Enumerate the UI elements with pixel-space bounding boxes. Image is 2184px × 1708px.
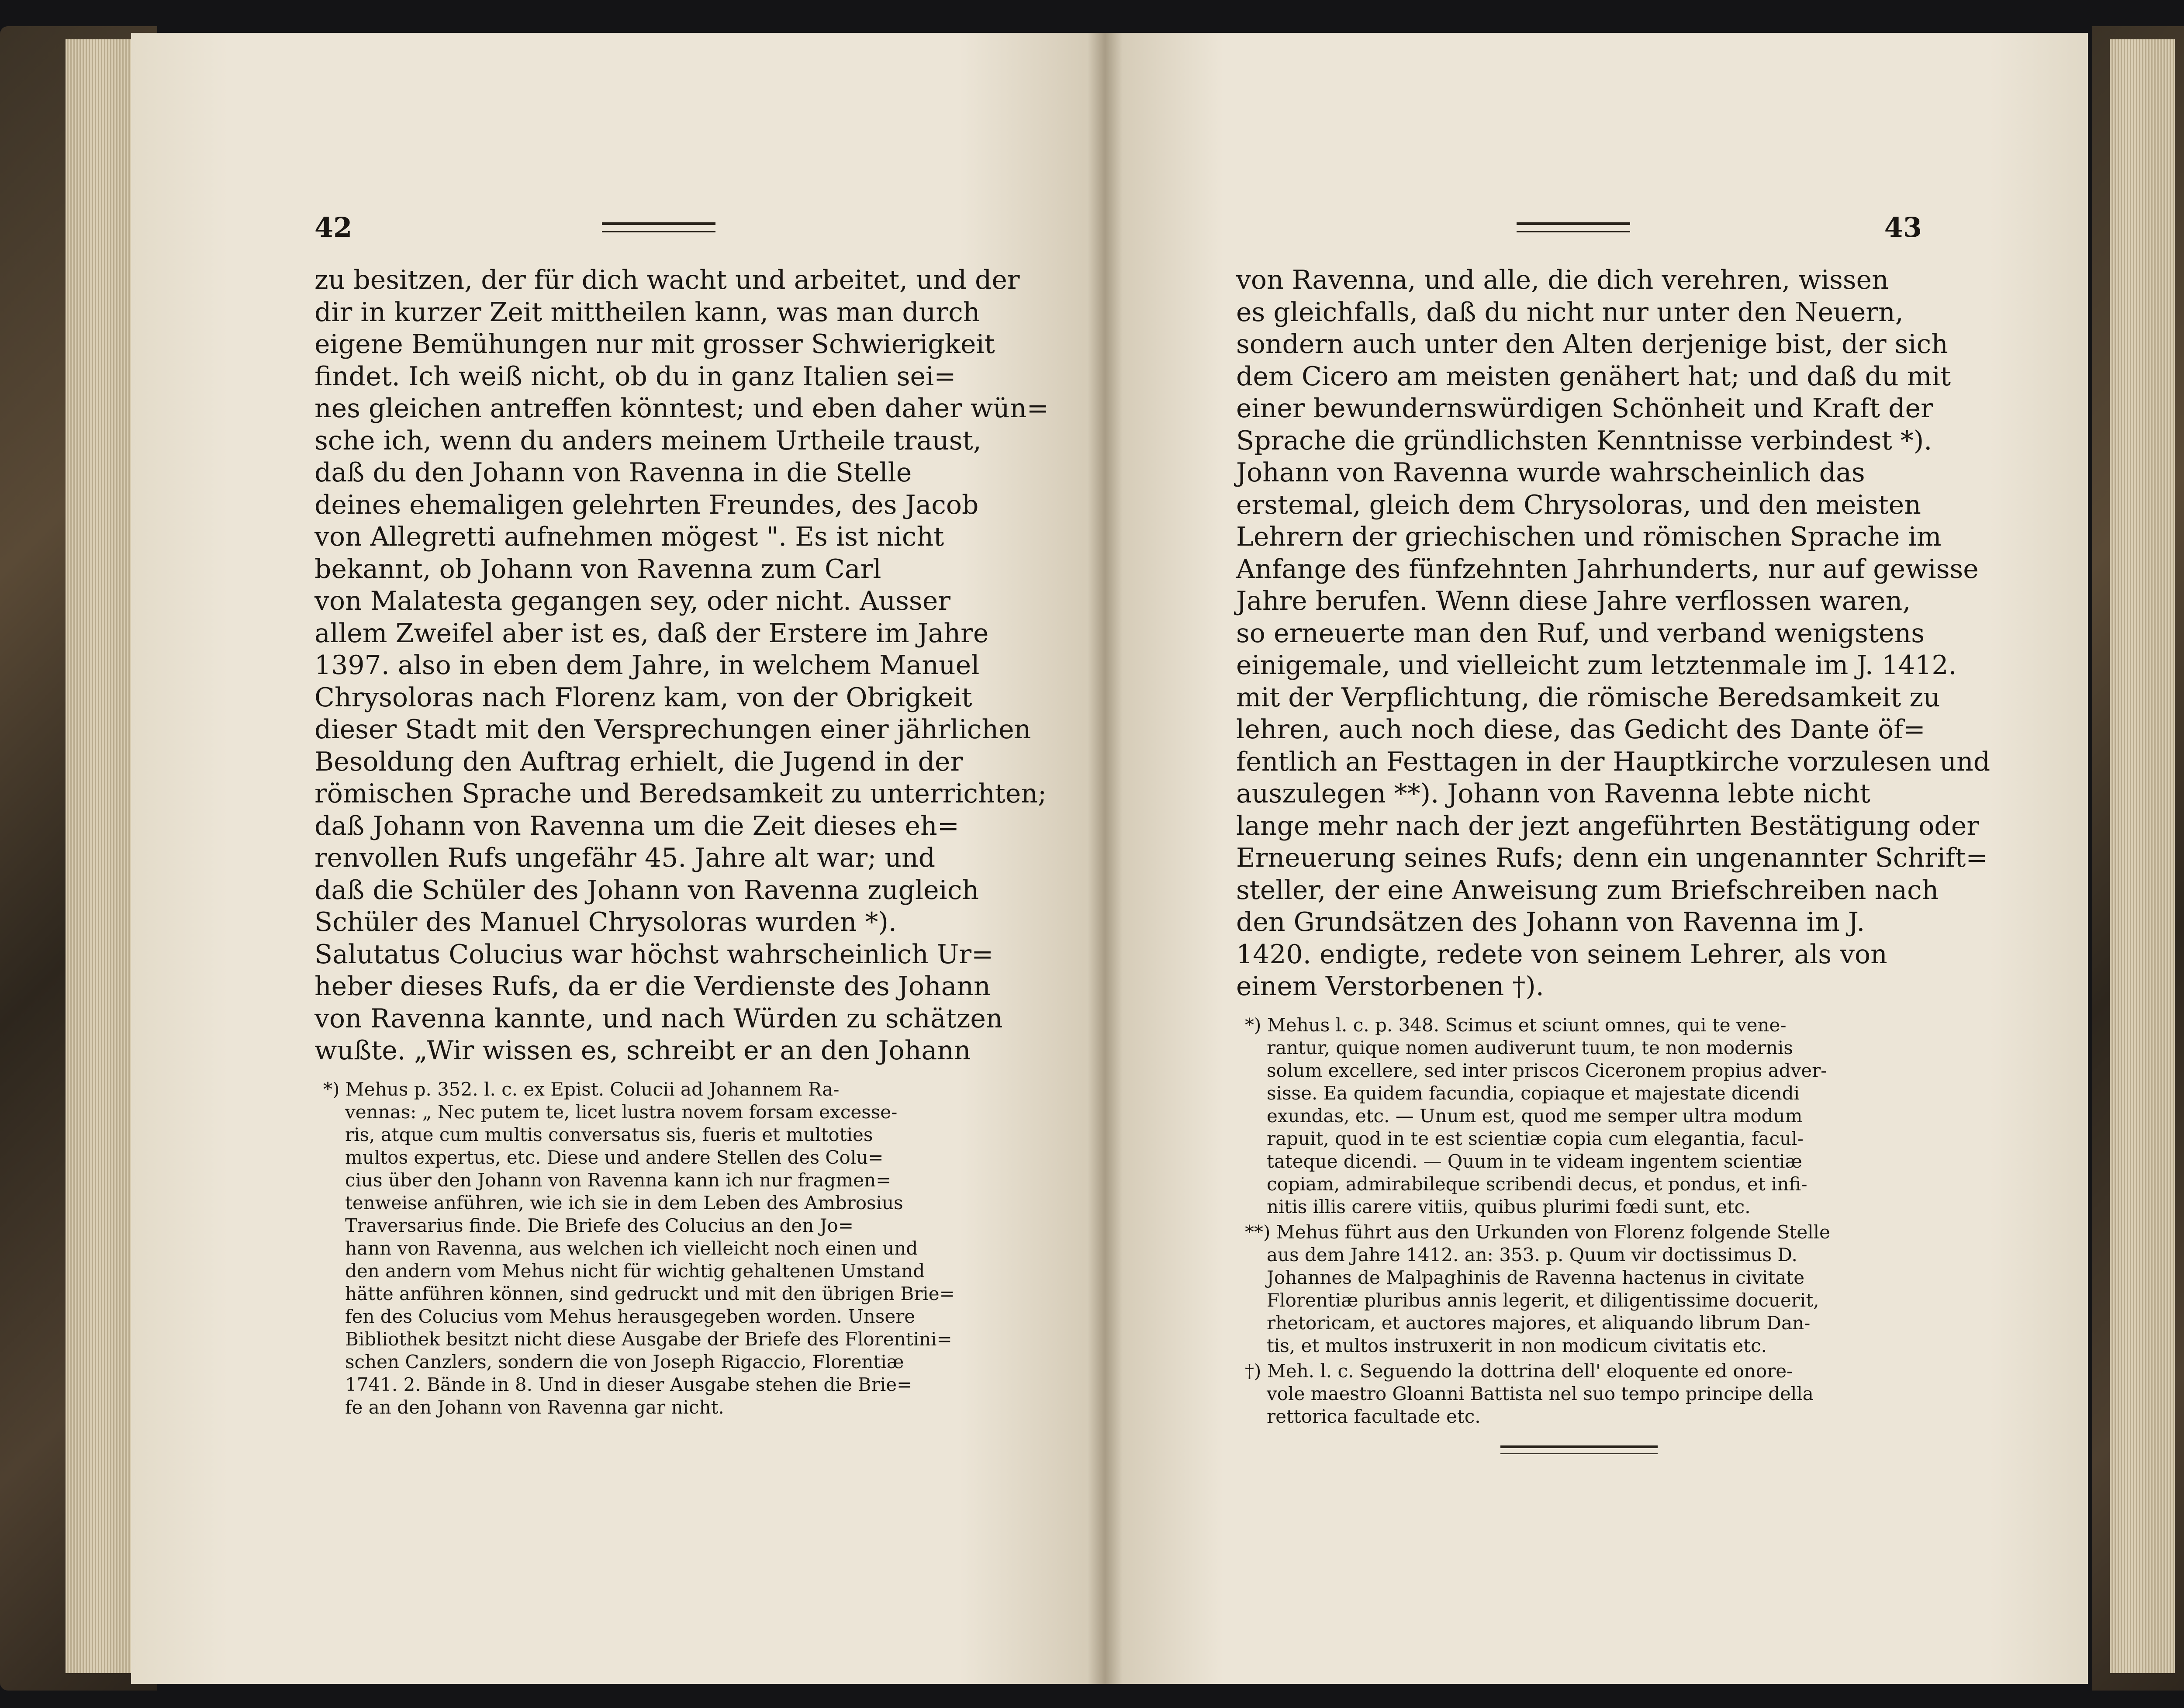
text-line: erstemal, gleich dem Chrysoloras, und den meisten <box>1236 489 1921 520</box>
text-line: solum excellere, sed inter priscos Ciceronem propius adver- <box>1267 1059 1827 1081</box>
text-line: wußte. „Wir wissen es, schreibt er an den Johann <box>314 1035 971 1066</box>
text-line: vennas: „ Nec putem te, licet lustra novem forsam excesse- <box>345 1101 898 1123</box>
right-footnote-3 <box>1236 1360 1922 1428</box>
header-rule <box>602 222 715 232</box>
text-line: allem Zweifel aber ist es, daß der Erstere im Jahre <box>314 618 989 649</box>
text-line: fen des Colucius vom Mehus herausgegeben worden. Unsere <box>345 1305 916 1327</box>
text-line: †) Meh. l. c. Seguendo la dottrina dell' eloquente ed onore- <box>1245 1360 1793 1382</box>
text-line: renvollen Rufs ungefähr 45. Jahre alt war; und <box>314 843 936 873</box>
text-line: es gleichfalls, daß du nicht nur unter den Neuern, <box>1236 297 1904 328</box>
text-line: exundas, etc. — Unum est, quod me semper ultra modum <box>1267 1105 1803 1127</box>
text-line: findet. Ich weiß nicht, ob du in ganz Italien sei= <box>314 361 956 392</box>
text-line: Salutatus Colucius war höchst wahrscheinlich Ur= <box>314 939 994 970</box>
left-page <box>131 33 1105 1684</box>
text-line: 1420. endigte, redete von seinem Lehrer, als von <box>1236 939 1887 970</box>
text-line: aus dem Jahre 1412. an: 353. p. Quum vir doctissimus D. <box>1267 1244 1797 1265</box>
left-footnote <box>314 1078 992 1419</box>
text-line: cius über den Johann von Ravenna kann ich nur fragmen= <box>345 1169 892 1191</box>
text-line: Jahre berufen. Wenn diese Jahre verflossen waren, <box>1236 586 1911 616</box>
right-page-header <box>1236 203 1922 251</box>
text-line: daß die Schüler des Johann von Ravenna zugleich <box>314 875 979 906</box>
text-line: bekannt, ob Johann von Ravenna zum Carl <box>314 553 881 584</box>
text-line: dem Cicero am meisten genähert hat; und daß du mit <box>1236 361 1951 392</box>
text-line: ris, atque cum multis conversatus sis, fueris et multoties <box>345 1124 873 1145</box>
page-number: 43 <box>1884 211 1922 243</box>
text-line: einigemale, und vielleicht zum letztenmale im J. 1412. <box>1236 650 1957 681</box>
text-line: sche ich, wenn du anders meinem Urtheile traust, <box>314 425 981 456</box>
text-line: rapuit, quod in te est scientiæ copia cum elegantia, facul- <box>1267 1127 1804 1149</box>
page-edges-right <box>2110 39 2175 1673</box>
text-line: nes gleichen antreffen könntest; und eben daher wün= <box>314 393 1049 424</box>
header-rule <box>1517 222 1630 232</box>
text-line: Sprache die gründlichsten Kenntnisse verbindest *). <box>1236 425 1932 456</box>
text-line: Lehrern der griechischen und römischen Sprache im <box>1236 522 1942 552</box>
text-line: dir in kurzer Zeit mittheilen kann, was man durch <box>314 297 980 328</box>
text-line: römischen Sprache und Beredsamkeit zu unterrichten; <box>314 778 1047 809</box>
text-line: auszulegen **). Johann von Ravenna lebte nicht <box>1236 778 1870 809</box>
text-line: heber dieses Rufs, da er die Verdienste des Johann <box>314 971 991 1002</box>
text-line: tis, et multos instruxerit in non modicum civitatis etc. <box>1267 1335 1767 1356</box>
text-line: zu besitzen, der für dich wacht und arbeitet, und der <box>314 265 1020 295</box>
text-line: 1741. 2. Bände in 8. Und in dieser Ausgabe stehen die Brie= <box>345 1373 912 1395</box>
text-line: Florentiæ pluribus annis legerit, et diligentissime docuerit, <box>1267 1289 1819 1311</box>
text-line: rettorica facultade etc. <box>1267 1405 1481 1427</box>
page-edges-left <box>66 39 140 1673</box>
text-line: Chrysoloras nach Florenz kam, von der Obrigkeit <box>314 682 972 713</box>
text-line: eigene Bemühungen nur mit grosser Schwierigkeit <box>314 329 995 360</box>
text-line: 1397. also in eben dem Jahre, in welchem Manuel <box>314 650 980 681</box>
text-line: einem Verstorbenen †). <box>1236 971 1544 1002</box>
left-page-header <box>314 203 992 251</box>
text-line: daß du den Johann von Ravenna in die Stelle <box>314 457 912 488</box>
text-line: Johannes de Malpaghinis de Ravenna hactenus in civitate <box>1267 1266 1805 1288</box>
text-line: *) Mehus p. 352. l. c. ex Epist. Colucii ad Johannem Ra- <box>323 1078 840 1100</box>
text-line: fe an den Johann von Ravenna gar nicht. <box>345 1396 724 1418</box>
book-gutter <box>1088 33 1123 1684</box>
right-page <box>1105 33 2088 1684</box>
text-line: hann von Ravenna, aus welchen ich vielleicht noch einen und <box>345 1237 918 1259</box>
text-line: rantur, quique nomen audiverunt tuum, te non modernis <box>1267 1037 1793 1058</box>
text-line: tenweise anführen, wie ich sie in dem Leben des Ambrosius <box>345 1192 903 1214</box>
text-line: fentlich an Festtagen in der Hauptkirche vorzulesen und <box>1236 746 1990 777</box>
text-line: copiam, admirabileque scribendi decus, et pondus, et infi- <box>1267 1173 1807 1195</box>
text-line: so erneuerte man den Ruf, und verband wenigstens <box>1236 618 1925 649</box>
end-rule <box>1500 1445 1658 1454</box>
text-line: Anfange des fünfzehnten Jahrhunderts, nur auf gewisse <box>1236 553 1979 584</box>
text-line: Schüler des Manuel Chrysoloras wurden *). <box>314 907 897 937</box>
text-line: einer bewundernswürdigen Schönheit und Kraft der <box>1236 393 1933 424</box>
text-line: deines ehemaligen gelehrten Freundes, des Jacob <box>314 489 979 520</box>
page-number: 42 <box>314 211 352 243</box>
text-line: Traversarius finde. Die Briefe des Colucius an den Jo= <box>345 1214 854 1236</box>
text-line: sondern auch unter den Alten derjenige bist, der sich <box>1236 329 1948 360</box>
text-line: daß Johann von Ravenna um die Zeit dieses eh= <box>314 810 959 841</box>
right-footnote-2 <box>1236 1221 1922 1357</box>
text-line: tateque dicendi. — Quum in te videam ingentem scientiæ <box>1267 1150 1803 1172</box>
text-line: steller, der eine Anweisung zum Briefschreiben nach <box>1236 875 1939 906</box>
text-line: den Grundsätzen des Johann von Ravenna im J. <box>1236 907 1865 937</box>
text-line: hätte anführen können, sind gedruckt und mit den übrigen Brie= <box>345 1283 955 1304</box>
text-line: Erneuerung seines Rufs; denn ein ungenannter Schrift= <box>1236 843 1988 873</box>
text-line: nitis illis carere vitiis, quibus plurimi fœdi sunt, etc. <box>1267 1196 1751 1217</box>
text-line: Besoldung den Auftrag erhielt, die Jugend in der <box>314 746 963 777</box>
text-line: von Ravenna kannte, und nach Würden zu schätzen <box>314 1003 1003 1034</box>
text-line: von Ravenna, und alle, die dich verehren, wissen <box>1236 265 1889 295</box>
text-line: *) Mehus l. c. p. 348. Scimus et sciunt omnes, qui te vene- <box>1245 1014 1787 1036</box>
right-body-text <box>1236 264 1990 1003</box>
right-footnote-1 <box>1236 1014 1922 1218</box>
text-line: rhetoricam, et auctores majores, et aliquando librum Dan- <box>1267 1312 1811 1334</box>
text-line: von Malatesta gegangen sey, oder nicht. Ausser <box>314 586 950 616</box>
text-line: dieser Stadt mit den Versprechungen einer jährlichen <box>314 714 1031 745</box>
left-body-text <box>314 264 1049 1067</box>
text-line: lange mehr nach der jezt angeführten Bestätigung oder <box>1236 810 1980 841</box>
text-line: **) Mehus führt aus den Urkunden von Florenz folgende Stelle <box>1245 1221 1830 1243</box>
text-line: sisse. Ea quidem facundia, copiaque et majestate dicendi <box>1267 1082 1800 1104</box>
text-line: vole maestro Gloanni Battista nel suo tempo principe della <box>1267 1383 1814 1404</box>
text-line: multos expertus, etc. Diese und andere Stellen des Colu= <box>345 1146 884 1168</box>
text-line: Bibliothek besitzt nicht diese Ausgabe der Briefe des Florentini= <box>345 1328 952 1350</box>
text-line: lehren, auch noch diese, das Gedicht des Dante öf= <box>1236 714 1925 745</box>
text-line: den andern vom Mehus nicht für wichtig gehaltenen Umstand <box>345 1260 925 1282</box>
text-line: von Allegretti aufnehmen mögest ". Es ist nicht <box>314 522 944 552</box>
text-line: mit der Verpflichtung, die römische Beredsamkeit zu <box>1236 682 1940 713</box>
text-line: Johann von Ravenna wurde wahrscheinlich das <box>1236 457 1865 488</box>
text-line: schen Canzlers, sondern die von Joseph Rigaccio, Florentiæ <box>345 1351 904 1373</box>
